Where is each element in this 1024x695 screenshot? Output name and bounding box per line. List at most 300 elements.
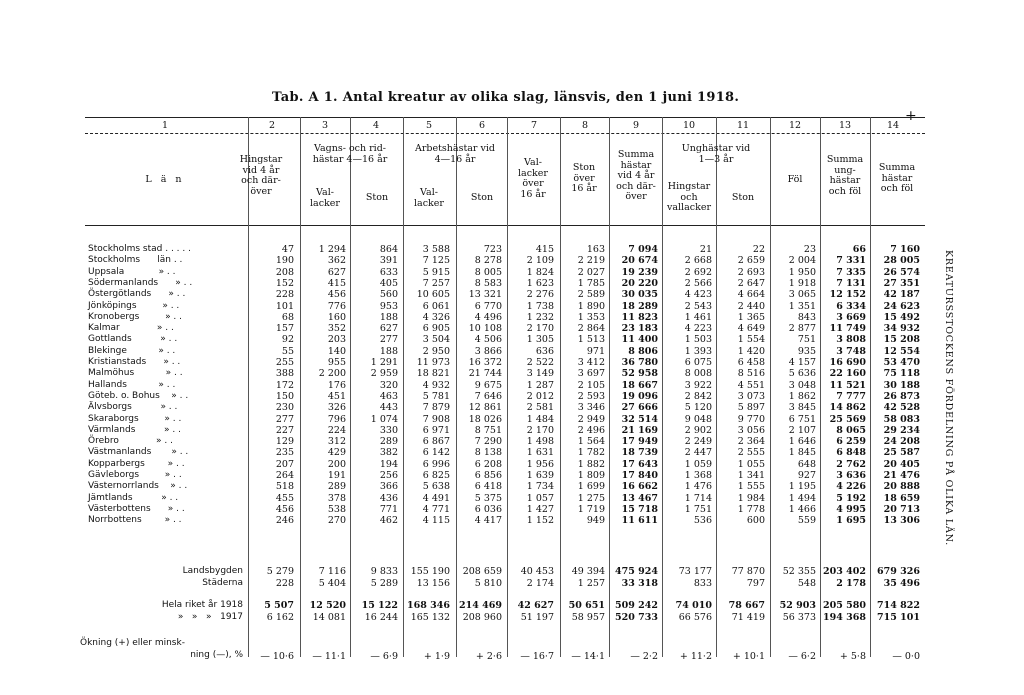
top-rule: [85, 117, 925, 118]
table-cell: 2 659: [737, 255, 765, 267]
table-cell: 277: [275, 413, 294, 425]
table-cell: 23 183: [621, 323, 658, 335]
table-cell: 26 873: [883, 390, 920, 402]
col-number: 9: [632, 120, 640, 131]
table-cell: 7 131: [836, 277, 866, 289]
row-label: Västmanlands » . .: [88, 447, 189, 458]
table-cell: 1 484: [526, 413, 554, 425]
col-number: 12: [788, 120, 802, 131]
table-cell: 11 823: [621, 311, 658, 323]
table-cell: 1 074: [370, 413, 398, 425]
table-cell: 42 528: [883, 402, 920, 414]
header-line: över: [522, 178, 544, 189]
table-cell: 73 177: [678, 566, 712, 577]
table-cell: 5 375: [474, 492, 502, 504]
table-cell: 1 232: [526, 311, 554, 323]
table-cell: 42 187: [883, 289, 920, 301]
table-cell: 8 516: [737, 368, 765, 380]
table-cell: 362: [327, 255, 346, 267]
table-cell: 7 290: [474, 436, 502, 448]
table-cell: 1 476: [684, 481, 712, 493]
table-cell: 7 116: [318, 566, 346, 577]
table-cell: 14 081: [312, 611, 346, 623]
table-cell: 165 132: [410, 611, 450, 623]
table-cell: 8 005: [474, 266, 502, 278]
table-cell: 224: [327, 424, 346, 436]
table-cell: 1 353: [577, 311, 605, 323]
header-line: hästar: [881, 172, 913, 184]
header-line: Val-: [316, 187, 334, 198]
table-cell: 1 918: [788, 277, 816, 289]
table-cell: 23: [803, 244, 816, 255]
table-cell: 6 334: [836, 300, 866, 312]
table-cell: 75 118: [883, 368, 920, 380]
col-number: 14: [886, 120, 900, 131]
table-cell: 21 476: [883, 470, 920, 481]
table-cell: 3 588: [422, 244, 450, 255]
table-cell: 2 647: [737, 277, 765, 289]
table-cell: 3 866: [474, 345, 502, 357]
table-cell: 6 075: [684, 357, 712, 368]
table-cell: 935: [797, 345, 816, 357]
table-cell: 203 402: [823, 566, 866, 577]
table-cell: — 6·9: [370, 651, 398, 662]
table-cell: 2 170: [526, 323, 554, 335]
table-cell: 4 417: [474, 515, 502, 527]
table-cell: 191: [327, 470, 346, 481]
table-cell: 92: [281, 334, 294, 346]
row-label: Kalmar » . .: [88, 323, 174, 334]
table-cell: 2 555: [737, 447, 765, 459]
table-cell: 29 234: [883, 424, 920, 436]
header-vagns: [300, 144, 400, 165]
table-cell: 228: [275, 577, 294, 589]
table-cell: 140: [327, 345, 346, 357]
table-cell: 36 780: [621, 357, 658, 368]
header-vagns-ston: Ston: [365, 192, 389, 203]
table-cell: 27 351: [883, 277, 920, 289]
table-cell: 833: [693, 577, 712, 589]
table-cell: 1 714: [684, 492, 712, 504]
table-cell: 366: [379, 481, 398, 493]
table-cell: 391: [379, 255, 398, 267]
table-cell: 6 259: [836, 436, 866, 448]
table-cell: 1 341: [737, 470, 765, 481]
table-cell: 1 275: [577, 492, 605, 504]
table-cell: 11 400: [621, 334, 658, 346]
row-label: Landsbygden: [182, 566, 243, 576]
table-cell: + 11·2: [679, 651, 712, 662]
table-cell: 1 365: [737, 311, 765, 323]
row-label: Skaraborgs » . .: [88, 413, 182, 424]
table-cell: 8 278: [474, 255, 502, 267]
table-cell: 52 958: [621, 368, 658, 380]
table-cell: 5 897: [737, 402, 765, 414]
table-cell: 2 012: [526, 390, 554, 402]
table-cell: 235: [275, 447, 294, 459]
table-cell: 188: [379, 345, 398, 357]
header-line: Ston: [572, 162, 596, 173]
header-line: hästar: [829, 175, 861, 186]
table-cell: 55: [281, 345, 294, 357]
table-cell: 200: [327, 458, 346, 470]
table-cell: 436: [379, 492, 398, 504]
table-cell: 2 496: [577, 424, 605, 436]
table-cell: 1 738: [526, 300, 554, 312]
table-cell: 7 125: [422, 255, 450, 267]
table-cell: 160: [327, 311, 346, 323]
table-cell: 8 751: [474, 424, 502, 436]
row-label: » » » 1917: [177, 611, 243, 622]
table-cell: 3 073: [737, 390, 765, 402]
header-summa-ung: [820, 155, 870, 197]
table-cell: 4 995: [836, 503, 866, 515]
table-cell: 8 008: [684, 368, 712, 380]
table-cell: 19 239: [621, 266, 658, 278]
table-cell: 3 065: [788, 289, 816, 301]
table-cell: 18 739: [621, 447, 658, 459]
table-cell: 2 027: [577, 266, 605, 278]
col-divider: [350, 117, 351, 657]
col-number: 7: [530, 120, 538, 131]
table-cell: 20 713: [883, 503, 920, 515]
table-cell: 3 048: [788, 379, 816, 391]
table-cell: 176: [327, 379, 346, 391]
table-cell: 24 208: [883, 436, 920, 448]
table-cell: 538: [327, 503, 346, 515]
row-label: Norrbottens » . .: [88, 515, 182, 526]
table-cell: 559: [797, 515, 816, 527]
table-cell: 1 984: [737, 492, 765, 504]
row-label: Värmlands » . .: [88, 424, 181, 435]
table-cell: 5 279: [266, 566, 294, 577]
header-line: Unghästar vid: [681, 143, 751, 154]
table-cell: 927: [797, 470, 816, 481]
table-cell: 15 492: [883, 311, 920, 323]
table-cell: 648: [797, 458, 816, 470]
table-cell: 2 174: [526, 577, 554, 589]
table-cell: 16 690: [829, 357, 866, 368]
table-cell: 16 662: [621, 481, 658, 493]
table-cell: 451: [327, 390, 346, 402]
table-cell: 4 157: [788, 357, 816, 368]
table-cell: 5 810: [474, 577, 502, 589]
header-hingstar-vallacker: [663, 182, 715, 214]
table-cell: + 1·9: [423, 651, 450, 662]
table-cell: 5 915: [422, 266, 450, 278]
header-line: Val-: [524, 157, 542, 168]
table-cell: 12 152: [829, 289, 866, 301]
table-cell: 5 289: [370, 577, 398, 589]
table-cell: 6 848: [836, 447, 866, 459]
table-cell: 1 498: [526, 436, 554, 448]
table-cell: 1 368: [684, 470, 712, 481]
table-cell: 2 949: [577, 413, 605, 425]
header-ston-over: [560, 163, 608, 195]
table-cell: 2 959: [370, 368, 398, 380]
row-label: Stockholms län . .: [88, 255, 183, 266]
col-number: 1: [161, 120, 169, 131]
table-cell: 7 160: [890, 244, 920, 255]
table-cell: 11 521: [829, 379, 866, 391]
table-cell: + 2·6: [475, 651, 502, 662]
table-cell: 4 115: [422, 515, 450, 527]
table-cell: 1 785: [577, 277, 605, 289]
table-cell: 66 576: [678, 611, 712, 623]
header-line: 1—3 år: [698, 153, 734, 165]
col-number: 11: [736, 120, 750, 131]
table-cell: 5 636: [788, 368, 816, 380]
table-cell: 16 372: [468, 357, 502, 368]
table-cell: 15 208: [883, 334, 920, 346]
row-label: Göteb. o. Bohus » . .: [88, 390, 189, 401]
table-cell: 58 957: [571, 611, 605, 623]
table-cell: + 10·1: [732, 651, 765, 662]
header-line: lacker: [414, 197, 444, 209]
table-cell: 456: [275, 503, 294, 515]
table-cell: 35 496: [883, 577, 920, 589]
table-cell: 5 507: [264, 600, 294, 611]
table-cell: 548: [797, 577, 816, 589]
table-cell: 71 419: [731, 611, 765, 623]
table-cell: 378: [327, 492, 346, 504]
table-cell: 2 950: [422, 345, 450, 357]
header-rule: [85, 225, 925, 226]
table-cell: 4 649: [737, 323, 765, 335]
header-line: Hingstar: [239, 154, 283, 165]
table-cell: 1 699: [577, 481, 605, 493]
table-cell: 7 879: [422, 402, 450, 414]
header-line: vallacker: [666, 202, 711, 213]
table-cell: 4 423: [684, 289, 712, 301]
table-cell: 4 491: [422, 492, 450, 504]
table-cell: 150: [275, 390, 294, 402]
header-line: över: [573, 172, 595, 184]
table-cell: 32 514: [621, 413, 658, 425]
table-cell: 9 833: [370, 566, 398, 577]
table-cell: 3 056: [737, 424, 765, 436]
table-cell: 1 646: [788, 436, 816, 448]
table-cell: 246: [275, 515, 294, 527]
table-cell: 1 554: [737, 334, 765, 346]
table-cell: 330: [379, 424, 398, 436]
table-cell: 462: [379, 515, 398, 527]
table-cell: 415: [327, 277, 346, 289]
table-cell: 4 771: [422, 503, 450, 515]
table-cell: 352: [327, 323, 346, 335]
table-cell: 3 636: [836, 470, 866, 481]
table-cell: 2 566: [684, 277, 712, 289]
table-cell: 256: [379, 470, 398, 481]
table-cell: 2 877: [788, 323, 816, 335]
table-cell: 4 932: [422, 379, 450, 391]
table-cell: 8 138: [474, 447, 502, 459]
table-cell: 194: [379, 458, 398, 470]
table-cell: 152: [275, 277, 294, 289]
table-cell: 3 922: [684, 379, 712, 391]
header-line: Vagns- och rid-: [313, 143, 386, 154]
table-cell: 16 244: [364, 611, 398, 623]
table-cell: 74 010: [675, 600, 712, 611]
table-cell: 2 522: [526, 357, 554, 368]
table-cell: 6 867: [422, 436, 450, 448]
table-cell: 33 318: [621, 577, 658, 589]
table-cell: 1 950: [788, 266, 816, 278]
row-label: Städerna: [202, 577, 243, 588]
row-label: Kopparbergs » . .: [88, 458, 185, 469]
table-cell: 11 611: [621, 515, 658, 527]
header-line: Hingstar: [667, 181, 711, 192]
table-cell: 26 574: [883, 266, 920, 278]
table-cell: 2 200: [318, 368, 346, 380]
table-cell: 2 440: [737, 300, 765, 312]
table-cell: 1 734: [526, 481, 554, 493]
table-cell: 163: [586, 244, 605, 255]
table-title: Tab. A 1. Antal kreatur av olika slag, länsvis, den 1 juni 1918.: [272, 90, 740, 105]
table-cell: 277: [379, 334, 398, 346]
table-cell: 6 036: [474, 503, 502, 515]
col-number: 10: [682, 120, 696, 131]
table-cell: 7 777: [836, 390, 866, 402]
table-cell: 8 065: [836, 424, 866, 436]
table-cell: 3 845: [788, 402, 816, 414]
table-cell: 636: [535, 345, 554, 357]
table-cell: 560: [379, 289, 398, 301]
table-cell: 627: [327, 266, 346, 278]
table-cell: 4 226: [836, 481, 866, 493]
table-cell: 1 503: [684, 334, 712, 346]
table-cell: 21: [699, 244, 712, 255]
table-cell: 1 305: [526, 334, 554, 346]
table-cell: 20 674: [621, 255, 658, 267]
table-cell: 56 373: [782, 611, 816, 623]
table-cell: 24 623: [883, 300, 920, 312]
header-summa-alla: [871, 163, 923, 195]
table-cell: 3 412: [577, 357, 605, 368]
table-cell: 715 101: [877, 611, 920, 623]
table-cell: 2 276: [526, 289, 554, 301]
col-number: 6: [478, 120, 486, 131]
table-cell: 188: [379, 311, 398, 323]
header-lan: L ä n: [145, 174, 185, 185]
table-cell: 5 404: [318, 577, 346, 589]
header-line: Summa: [617, 149, 655, 160]
table-cell: 1 890: [577, 300, 605, 312]
table-cell: 6 751: [788, 413, 816, 425]
table-cell: 1 513: [577, 334, 605, 346]
table-cell: 2 249: [684, 436, 712, 448]
table-cell: 4 223: [684, 323, 712, 335]
table-cell: 864: [379, 244, 398, 255]
table-cell: — 14·1: [571, 651, 605, 662]
table-cell: 4 326: [422, 311, 450, 323]
table-cell: 1 393: [684, 345, 712, 357]
header-line: över: [625, 191, 647, 202]
table-cell: 2 842: [684, 390, 712, 402]
table-cell: 25 569: [829, 413, 866, 425]
table-cell: 6 825: [422, 470, 450, 481]
table-cell: 9 770: [737, 413, 765, 425]
colnum-rule: [85, 133, 925, 134]
table-cell: 4 664: [737, 289, 765, 301]
table-cell: 6 971: [422, 424, 450, 436]
header-line: Summa: [878, 162, 916, 173]
table-cell: 6 142: [422, 447, 450, 459]
table-cell: 1 055: [737, 458, 765, 470]
table-cell: 2 581: [526, 402, 554, 414]
table-cell: 6 905: [422, 323, 450, 335]
table-cell: 5 781: [422, 390, 450, 402]
table-cell: 9 048: [684, 413, 712, 425]
table-cell: 27 666: [621, 402, 658, 414]
table-cell: 208 960: [462, 611, 502, 623]
table-cell: 3 697: [577, 368, 605, 380]
table-cell: 1 287: [526, 379, 554, 391]
table-cell: 1 882: [577, 458, 605, 470]
table-cell: 714 822: [877, 600, 920, 611]
table-cell: 6 996: [422, 458, 450, 470]
table-cell: 1 420: [737, 345, 765, 357]
table-cell: 1 257: [577, 577, 605, 589]
table-cell: 190: [275, 255, 294, 267]
table-cell: 7 331: [836, 255, 866, 267]
table-cell: 208 659: [462, 566, 502, 577]
table-cell: 4 496: [474, 311, 502, 323]
table-cell: 264: [275, 470, 294, 481]
table-cell: 1 057: [526, 492, 554, 504]
table-cell: 50 651: [568, 600, 605, 611]
table-cell: 66: [852, 244, 866, 255]
header-line: Summa: [826, 154, 864, 165]
table-cell: 7 908: [422, 413, 450, 425]
table-cell: 28 005: [883, 255, 920, 267]
header-line: och föl: [828, 185, 862, 197]
table-cell: 1 695: [836, 515, 866, 527]
table-cell: 230: [275, 402, 294, 414]
table-cell: 11 973: [416, 357, 450, 368]
header-line: och där-: [241, 175, 281, 186]
table-cell: 5 120: [684, 402, 712, 414]
table-cell: 1 466: [788, 503, 816, 515]
table-cell: 207: [275, 458, 294, 470]
header-hingstar: [226, 155, 296, 197]
table-cell: 9 675: [474, 379, 502, 391]
table-cell: 22: [752, 244, 765, 255]
table-cell: 971: [586, 345, 605, 357]
table-cell: 312: [327, 436, 346, 448]
table-cell: 58 083: [883, 413, 920, 425]
table-cell: 1 639: [526, 470, 554, 481]
row-label: Gottlands » . .: [88, 334, 178, 345]
table-cell: 405: [379, 277, 398, 289]
header-arbets-vallacker: [404, 188, 454, 209]
header-line: 16 år: [520, 188, 546, 200]
row-label: Malmöhus » . .: [88, 368, 183, 379]
table-cell: 6 208: [474, 458, 502, 470]
table-cell: 12 520: [309, 600, 346, 611]
table-cell: 1 956: [526, 458, 554, 470]
row-label: Jönköpings » . .: [88, 300, 180, 311]
row-label: ning (—), %: [190, 650, 243, 660]
table-cell: 2 593: [577, 390, 605, 402]
table-cell: 13 306: [883, 515, 920, 527]
table-cell: 2 543: [684, 300, 712, 312]
table-cell: 18 026: [468, 413, 502, 425]
table-cell: 3 346: [577, 402, 605, 414]
table-cell: 6 061: [422, 300, 450, 312]
table-cell: 289: [327, 481, 346, 493]
table-cell: 455: [275, 492, 294, 504]
